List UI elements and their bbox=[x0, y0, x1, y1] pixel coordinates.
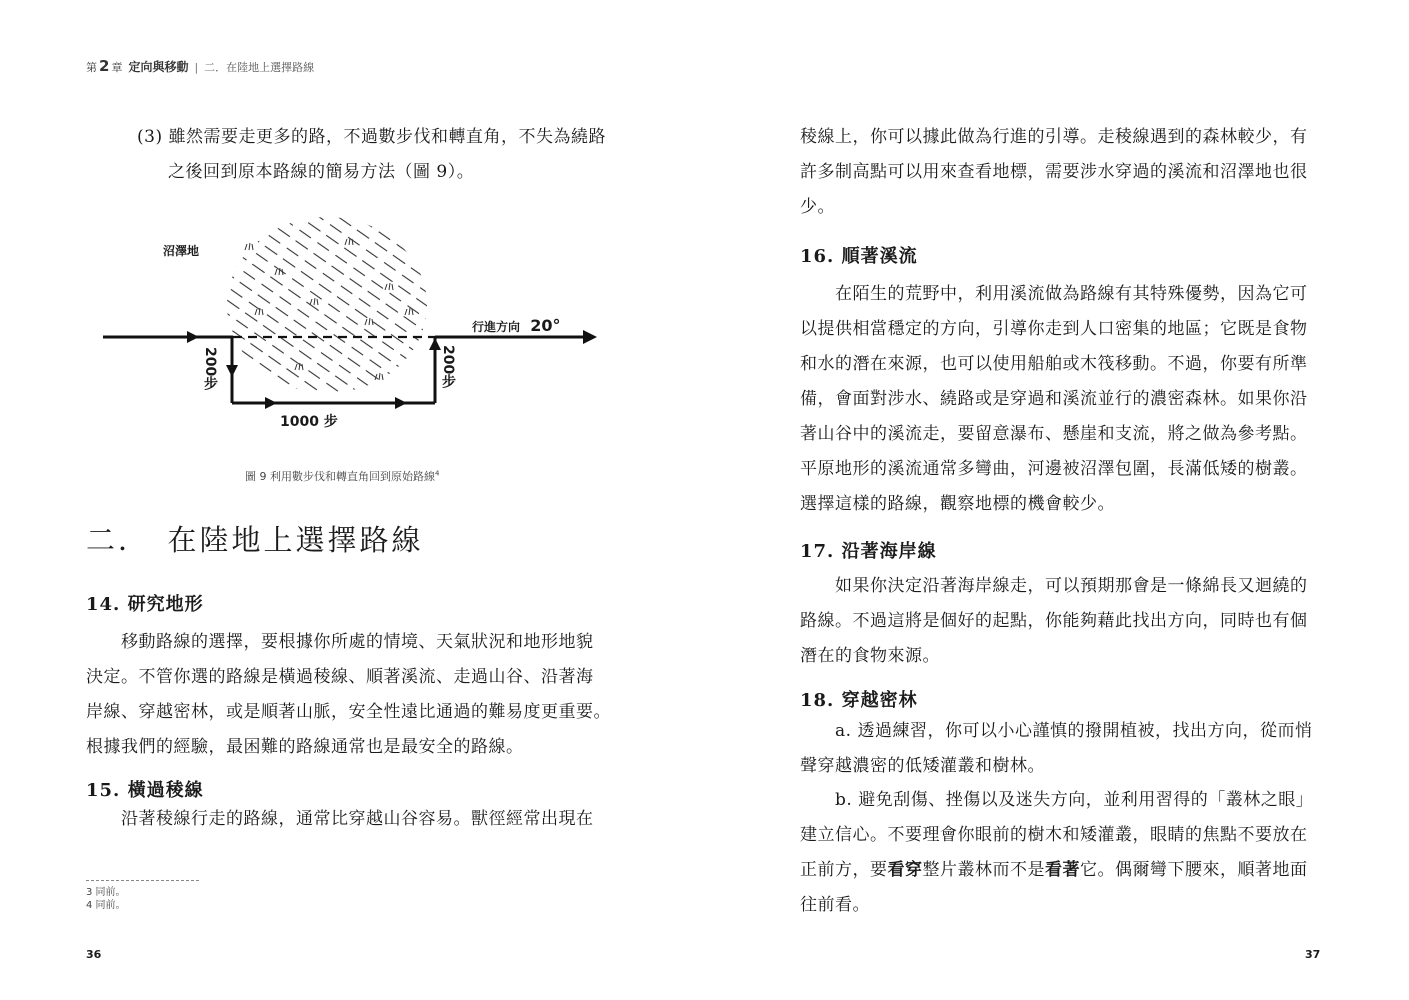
paragraph-15-continued bbox=[800, 120, 1325, 225]
running-header bbox=[86, 57, 314, 75]
line3-part-b: 整片叢林而不是 bbox=[922, 860, 1045, 880]
emphasis-see-through: 看穿 bbox=[887, 860, 923, 880]
heading-15: 15. 橫過稜線 bbox=[86, 780, 204, 801]
paragraph-15-line: 稜線上，你可以據此做為行進的引導。走稜線遇到的森林較少，有 bbox=[800, 127, 1308, 147]
paragraph-16-line: 和水的潛在來源，也可以使用船舶或木筏移動。不過，你要有所準 bbox=[800, 354, 1308, 374]
heading-18: 18. 穿越密林 bbox=[800, 690, 918, 711]
paragraph-18a bbox=[800, 714, 1325, 784]
figure-label-left-steps: 200步 bbox=[202, 347, 218, 391]
caption-footnote-ref: 4 bbox=[435, 469, 440, 478]
header-section: 二．在陸地上選擇路線 bbox=[204, 61, 315, 74]
section-title: 二． 在陸地上選擇路線 bbox=[86, 523, 424, 557]
emphasis-look-at: 看著 bbox=[1045, 860, 1080, 880]
paragraph-14-line: 根據我們的經驗，最困難的路線通常也是最安全的路線。 bbox=[86, 737, 524, 757]
figure-9-caption bbox=[245, 468, 439, 484]
item-3-line-2: 之後回到原本路線的簡易方法（圖 9）。 bbox=[168, 162, 475, 182]
heading-14: 14. 研究地形 bbox=[86, 594, 204, 615]
chapter-number: 2 bbox=[99, 57, 110, 75]
footnote-4: 4 同前。 bbox=[86, 900, 126, 911]
paragraph-16-line: 以提供相當穩定的方向，引導你走到人口密集的地區；它既是食物 bbox=[800, 319, 1308, 339]
footnote-divider bbox=[86, 880, 199, 881]
footnote-3: 3 同前。 bbox=[86, 887, 126, 898]
paragraph-14 bbox=[86, 625, 611, 765]
paragraph-18b-line-3 bbox=[800, 853, 1325, 888]
item-3-line-1: (3) 雖然需要走更多的路，不過數步伐和轉直角，不失為繞路 bbox=[137, 127, 606, 147]
paragraph-16-line: 選擇這樣的路線，觀察地標的機會較少。 bbox=[800, 494, 1115, 514]
footnotes bbox=[86, 886, 126, 912]
paragraph-15-line: 少。 bbox=[800, 197, 835, 217]
line3-part-a: 正前方，要 bbox=[800, 860, 888, 880]
direction-text: 行進方向 bbox=[472, 320, 521, 334]
heading-17: 17. 沿著海岸線 bbox=[800, 541, 937, 562]
line3-part-c: 它。偶爾彎下腰來，順著地面 bbox=[1080, 860, 1308, 880]
chapter-title: 定向與移動 bbox=[128, 60, 189, 74]
paragraph-17-line: 如果你決定沿著海岸線走，可以預期那會是一條綿長又迴繞的 bbox=[800, 576, 1308, 596]
paragraph-18b-line: 往前看。 bbox=[800, 895, 870, 915]
paragraph-16-line: 備，會面對涉水、繞路或是穿過和溪流並行的濃密森林。如果你沿 bbox=[800, 389, 1308, 409]
figure-label-swamp: 沼澤地 bbox=[163, 244, 200, 258]
paragraph-18a-line: 聲穿越濃密的低矮灌叢和樹林。 bbox=[800, 756, 1045, 776]
chapter-suffix: 章 bbox=[111, 61, 123, 74]
paragraph-14-line: 岸線、穿越密林，或是順著山脈，安全性遠比通過的難易度更重要。 bbox=[86, 702, 611, 722]
paragraph-15-start: 沿著稜線行走的路線，通常比穿越山谷容易。獸徑經常出現在 bbox=[86, 809, 594, 829]
page-number-left: 36 bbox=[86, 948, 102, 961]
figure-label-right-steps: 200步 bbox=[440, 345, 456, 389]
chapter-prefix: 第 bbox=[86, 61, 97, 74]
page-number-right: 37 bbox=[1305, 948, 1321, 961]
paragraph-18b-line: 建立信心。不要理會你眼前的樹木和矮灌叢，眼睛的焦點不要放在 bbox=[800, 825, 1308, 845]
direction-degrees: 20° bbox=[530, 316, 561, 335]
paragraph-17-line: 路線。不過這將是個好的起點，你能夠藉此找出方向，同時也有個 bbox=[800, 611, 1308, 631]
paragraph-18b bbox=[800, 783, 1325, 923]
item-3-paragraph bbox=[137, 120, 617, 190]
paragraph-16-line: 平原地形的溪流通常多彎曲，河邊被沼澤包圍，長滿低矮的樹叢。 bbox=[800, 459, 1308, 479]
paragraph-17-line: 潛在的食物來源。 bbox=[800, 646, 940, 666]
figure-label-bottom-steps: 1000 步 bbox=[280, 414, 338, 430]
paragraph-17 bbox=[800, 569, 1325, 674]
paragraph-16 bbox=[800, 277, 1325, 522]
figure-label-direction bbox=[472, 316, 560, 335]
paragraph-16-line: 著山谷中的溪流走，要留意瀑布、懸崖和支流，將之做為參考點。 bbox=[800, 424, 1308, 444]
figure-9 bbox=[95, 215, 605, 440]
paragraph-15-line: 許多制高點可以用來查看地標，需要涉水穿過的溪流和沼澤地也很 bbox=[800, 162, 1308, 182]
heading-16: 16. 順著溪流 bbox=[800, 246, 918, 267]
paragraph-14-line: 移動路線的選擇，要根據你所處的情境、天氣狀況和地形地貌 bbox=[86, 632, 594, 652]
caption-text: 圖 9 利用數步伐和轉直角回到原始路線 bbox=[245, 470, 435, 483]
paragraph-14-line: 決定。不管你選的路線是橫過稜線、順著溪流、走過山谷、沿著海 bbox=[86, 667, 594, 687]
paragraph-18b-line: b. 避免刮傷、挫傷以及迷失方向，並利用習得的「叢林之眼」 bbox=[800, 790, 1314, 810]
paragraph-18a-line: a. 透過練習，你可以小心謹慎的撥開植被，找出方向，從而悄 bbox=[800, 721, 1313, 741]
paragraph-16-line: 在陌生的荒野中，利用溪流做為路線有其特殊優勢，因為它可 bbox=[800, 284, 1308, 304]
header-separator: | bbox=[194, 61, 199, 74]
